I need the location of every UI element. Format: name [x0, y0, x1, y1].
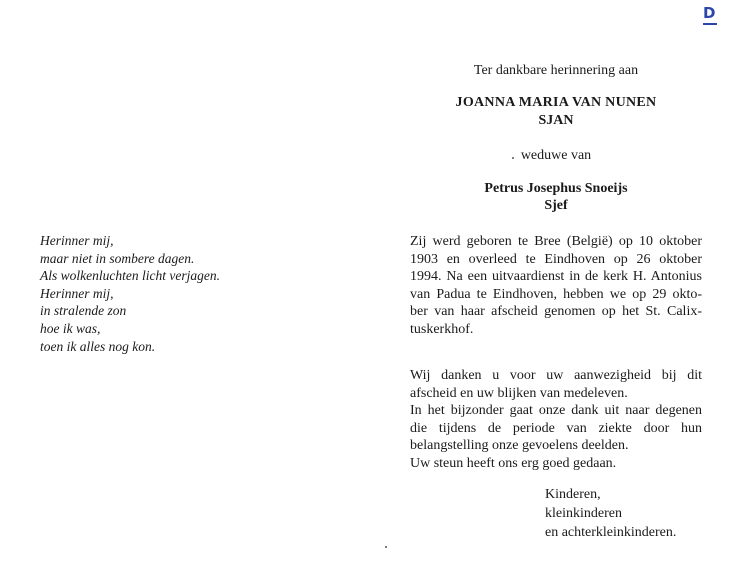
biography-line: Zij werd geboren te Bree (België) op 10 oktober — [410, 234, 702, 249]
deceased-nickname: SJAN — [538, 113, 574, 128]
signoff-line: en achterkleinkinderen. — [545, 525, 677, 540]
signoff-line: Kinderen, — [545, 487, 601, 502]
spouse-name: Petrus Josephus Snoeijs — [484, 181, 628, 196]
corner-mark: D — [703, 4, 716, 22]
speck — [512, 157, 514, 159]
thanks-line: In het bijzonder gaat onze dank uit naar degenen — [410, 403, 702, 419]
thanks-line: afscheid en uw blijken van medeleven. — [410, 385, 628, 401]
poem-line: maar niet in sombere dagen. — [40, 250, 195, 266]
thanks-line: die tijdens de periode van ziekte door hun — [410, 420, 702, 436]
thanks-message — [410, 367, 702, 473]
biography-line: ber van haar afscheid genomen op het St. Calix- — [410, 304, 702, 320]
poem-line: hoe ik was, — [40, 320, 101, 336]
biography — [410, 233, 702, 339]
widow-of-text: weduwe van — [520, 148, 592, 163]
spouse-nickname: Sjef — [544, 198, 568, 213]
poem — [40, 232, 280, 355]
intro-text: Ter dankbare herinnering aan — [473, 63, 639, 78]
biography-line: van Padua te Eindhoven, hebben we op 29 okto- — [410, 286, 702, 302]
biography-line: 1903 en overleed te Eindhoven op 26 oktober — [410, 251, 702, 267]
poem-line: in stralende zon — [40, 303, 127, 319]
signoff — [545, 485, 676, 542]
poem-line: Als wolkenluchten licht verjagen. — [40, 268, 220, 284]
biography-line: tuskerkhof. — [410, 321, 474, 337]
poem-line: toen ik alles nog kon. — [40, 338, 156, 354]
poem-line: Herinner mij, — [40, 285, 114, 301]
signoff-line: kleinkinderen — [545, 506, 622, 521]
deceased-name: JOANNA MARIA VAN NUNEN — [455, 95, 657, 110]
thanks-line: belangstelling onze gevoelens deelden. — [410, 438, 629, 454]
poem-line: Herinner mij, — [40, 233, 114, 248]
speck — [385, 546, 387, 548]
thanks-line: Wij danken u voor uw aanwezigheid bij dit — [410, 368, 702, 383]
thanks-line: Uw steun heeft ons erg goed gedaan. — [410, 455, 617, 471]
biography-line: 1994. Na een uitvaardienst in de kerk H. Antonius — [410, 269, 702, 285]
